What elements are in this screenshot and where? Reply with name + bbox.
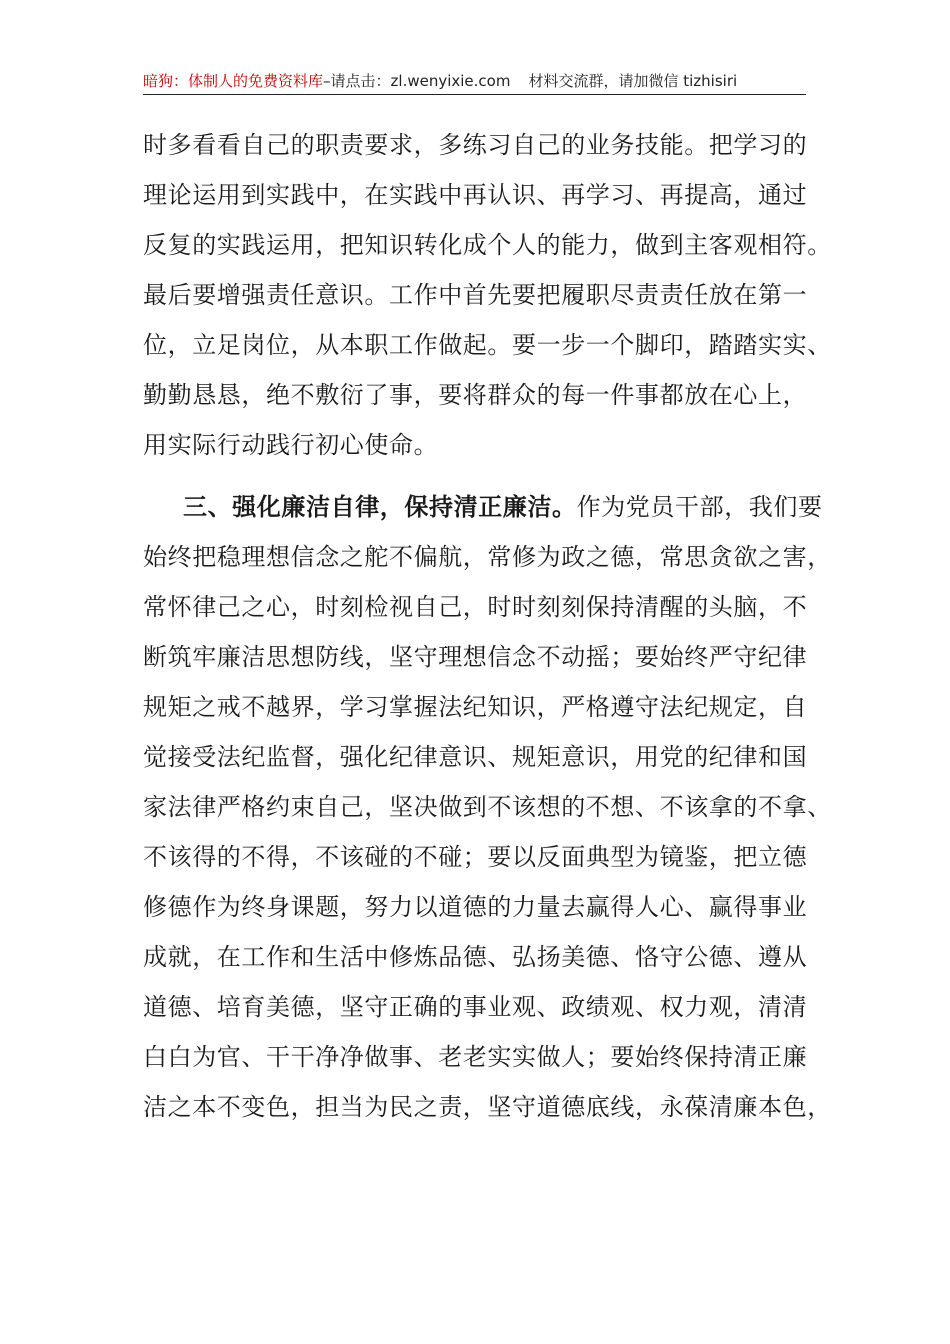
paragraph-2	[143, 482, 832, 1132]
text-line: 反复的实践运用，把知识转化成个人的能力，做到主客观相符。	[143, 231, 832, 259]
text-line: 觉接受法纪监督，强化纪律意识、规矩意识，用党的纪律和国	[143, 743, 808, 771]
text-line: 常怀律己之心，时刻检视自己，时时刻刻保持清醒的头脑，不	[143, 593, 808, 621]
text-line: 勤勤恳恳，绝不敷衍了事，要将群众的每一件事都放在心上，	[143, 381, 808, 409]
text-line: 成就，在工作和生活中修炼品德、弘扬美德、恪守公德、遵从	[143, 943, 808, 971]
document-body	[143, 120, 832, 1132]
text-line: 最后要增强责任意识。工作中首先要把履职尽责责任放在第一	[143, 281, 808, 309]
text-line: 位，立足岗位，从本职工作做起。要一步一个脚印，踏踏实实、	[143, 331, 832, 359]
header-url-link[interactable]: zl.wenyixie.com	[390, 72, 511, 90]
header-site-name: 暗狗：体制人的免费资料库	[143, 72, 324, 90]
text-line: 白白为官、干干净净做事、老老实实做人；要始终保持清正廉	[143, 1043, 808, 1071]
text-line: 修德作为终身课题，努力以道德的力量去赢得人心、赢得事业	[143, 893, 808, 921]
header-group-note: 材料交流群，请加微信 tizhisiri	[528, 72, 738, 90]
text-line: 理论运用到实践中，在实践中再认识、再学习、再提高，通过	[143, 181, 808, 209]
text-line: 家法律严格约束自己，坚决做到不该想的不想、不该拿的不拿、	[143, 793, 832, 821]
section-heading: 三、强化廉洁自律，保持清正廉洁。	[183, 493, 577, 521]
text-line: 用实际行动践行初心使命。	[143, 431, 439, 459]
header-prompt: –请点击：	[323, 72, 391, 90]
text-line: 规矩之戒不越界，学习掌握法纪知识，严格遵守法纪规定，自	[143, 693, 808, 721]
text-line: 道德、培育美德，坚守正确的事业观、政绩观、权力观，清清	[143, 993, 808, 1021]
text-line: 时多看看自己的职责要求，多练习自己的业务技能。把学习的	[143, 131, 808, 159]
text-line: 始终把稳理想信念之舵不偏航，常修为政之德，常思贪欲之害，	[143, 543, 832, 571]
text-line: 断筑牢廉洁思想防线，坚守理想信念不动摇；要始终严守纪律	[143, 643, 808, 671]
paragraph-spacer	[143, 470, 823, 482]
section-intro-text: 作为党员干部，我们要	[576, 493, 823, 521]
text-line: 洁之本不变色，担当为民之责，坚守道德底线，永葆清廉本色，	[143, 1093, 832, 1121]
text-line-first	[143, 482, 823, 532]
text-line: 不该得的不得，不该碰的不碰；要以反面典型为镜鉴，把立德	[143, 843, 808, 871]
paragraph-1	[143, 120, 832, 470]
page-header	[143, 68, 806, 95]
